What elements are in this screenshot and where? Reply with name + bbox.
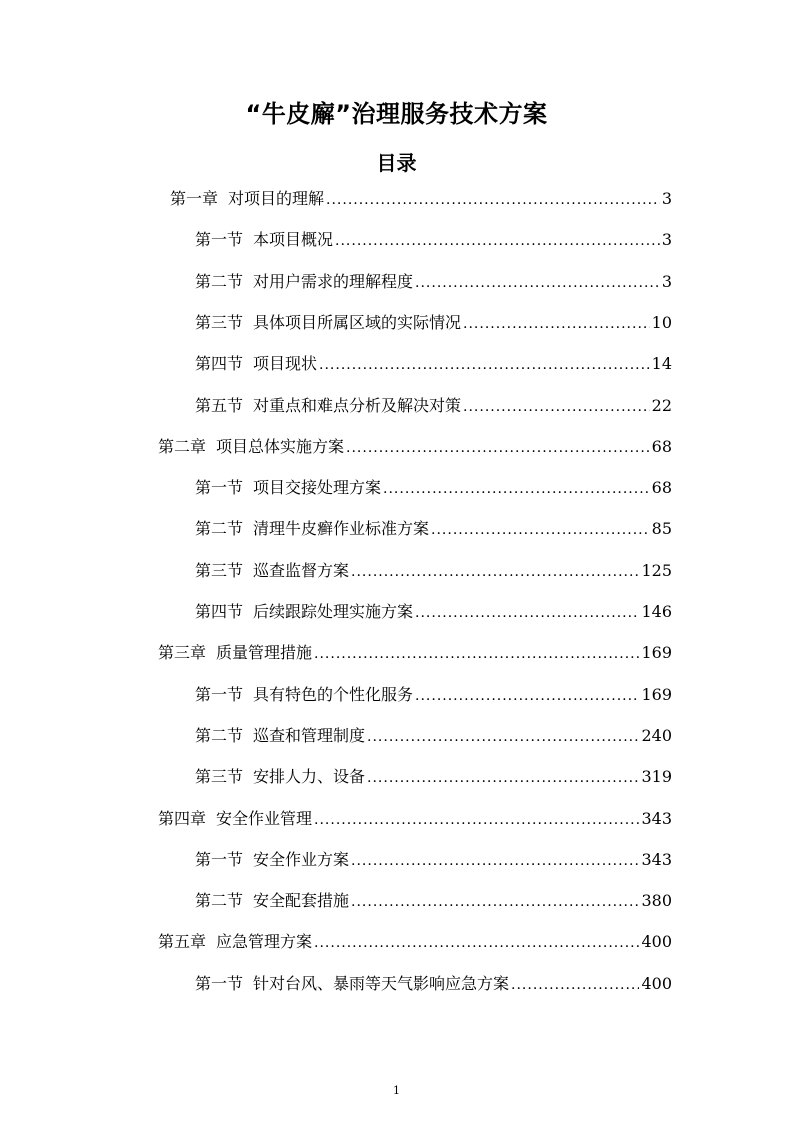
toc-entry-label: 项目现状 <box>253 354 318 374</box>
toc-entry-page: 380 <box>641 891 672 911</box>
toc-section-entry[interactable] <box>195 559 672 583</box>
toc-entry-number: 第一节 <box>195 684 244 704</box>
toc-entry-number: 第五章 <box>158 932 207 952</box>
toc-leader-dots <box>415 270 660 295</box>
toc-section-entry[interactable] <box>195 311 672 335</box>
toc-entry-page: 125 <box>641 560 672 580</box>
toc-entry-page: 169 <box>641 643 672 663</box>
toc-entry-page: 319 <box>641 767 672 787</box>
toc-entry-number: 第一节 <box>195 478 244 498</box>
toc-chapter-entry[interactable] <box>170 187 672 211</box>
toc-section-entry[interactable] <box>195 270 672 294</box>
toc-entry-label: 针对台风、暴雨等天气影响应急方案 <box>253 973 510 993</box>
toc-entry-page: 3 <box>661 230 672 250</box>
toc-section-entry[interactable] <box>195 352 672 376</box>
toc-entry-label: 项目总体实施方案 <box>216 436 345 456</box>
toc-entry-number: 第三节 <box>195 312 244 332</box>
toc-heading: 目录 <box>376 151 417 175</box>
toc-entry-number: 第二章 <box>158 436 207 456</box>
toc-entry-label: 对重点和难点分析及解决对策 <box>253 395 462 415</box>
toc-entry-number: 第四节 <box>195 602 244 621</box>
toc-entry-number: 第一节 <box>195 230 244 250</box>
toc-entry-label: 对用户需求的理解程度 <box>253 271 414 291</box>
toc-entry-page: 343 <box>641 849 672 869</box>
toc-entry-page: 3 <box>661 189 672 208</box>
toc-entry-page: 343 <box>641 808 672 828</box>
toc-entry-label: 安全配套措施 <box>253 891 350 911</box>
toc-leader-dots <box>346 435 650 460</box>
toc-entry-label: 应急管理方案 <box>216 932 313 952</box>
toc-entry-number: 第四章 <box>158 808 207 828</box>
toc-entry-label: 后续跟踪处理实施方案 <box>253 602 414 621</box>
toc-entry-label: 安全作业方案 <box>253 849 350 869</box>
toc-entry-label: 清理牛皮癣作业标准方案 <box>253 519 430 539</box>
toc-chapter-entry[interactable] <box>158 435 672 459</box>
toc-entry-label: 巡查监督方案 <box>253 560 350 580</box>
toc-entry-label: 质量管理措施 <box>216 643 313 663</box>
toc-entry-number: 第一节 <box>195 849 244 869</box>
toc-leader-dots <box>326 187 660 212</box>
toc-leader-dots <box>351 889 639 914</box>
toc-leader-dots <box>463 394 650 419</box>
toc-section-entry[interactable] <box>195 724 672 748</box>
toc-entry-page: 146 <box>641 602 672 621</box>
toc-entry-label: 安排人力、设备 <box>253 767 366 787</box>
page-number: 1 <box>393 1084 400 1097</box>
toc-leader-dots <box>511 972 639 997</box>
toc-entry-number: 第二节 <box>195 519 244 539</box>
toc-entry-number: 第二节 <box>195 891 244 911</box>
toc-entry-label: 具有特色的个性化服务 <box>253 684 414 704</box>
toc-section-entry[interactable] <box>195 600 672 624</box>
toc-leader-dots <box>319 352 650 377</box>
toc-entry-number: 第三节 <box>195 560 244 580</box>
toc-entry-number: 第三章 <box>158 643 207 663</box>
toc-entry-page: 400 <box>641 973 672 993</box>
toc-entry-page: 22 <box>651 395 672 415</box>
toc-section-entry[interactable] <box>195 765 672 789</box>
toc-leader-dots <box>351 848 639 873</box>
toc-entry-number: 第四节 <box>195 354 244 374</box>
toc-leader-dots <box>314 807 639 832</box>
toc-chapter-entry[interactable] <box>158 807 672 831</box>
toc-leader-dots <box>314 641 639 666</box>
toc-chapter-entry[interactable] <box>158 930 672 954</box>
toc-entry-label: 本项目概况 <box>253 230 334 250</box>
toc-section-entry[interactable] <box>195 228 672 252</box>
toc-entry-number: 第一节 <box>195 973 244 993</box>
page-title: “牛皮廨”治理服务技术方案 <box>245 100 548 128</box>
toc-entry-number: 第一章 <box>170 189 219 208</box>
toc-entry-page: 10 <box>651 312 672 332</box>
toc-entry-page: 85 <box>651 519 672 539</box>
toc-leader-dots <box>314 930 639 955</box>
toc-section-entry[interactable] <box>195 889 672 913</box>
toc-entry-label: 对项目的理解 <box>228 189 325 208</box>
toc-section-entry[interactable] <box>195 972 672 996</box>
toc-leader-dots <box>431 517 650 542</box>
toc-leader-dots <box>367 724 639 749</box>
toc-entry-label: 巡查和管理制度 <box>253 725 366 745</box>
toc-section-entry[interactable] <box>195 476 672 500</box>
toc-entry-page: 14 <box>651 354 672 374</box>
toc-entry-page: 68 <box>651 436 672 456</box>
toc-leader-dots <box>415 600 639 625</box>
toc-section-entry[interactable] <box>195 394 672 418</box>
toc-section-entry[interactable] <box>195 848 672 872</box>
toc-entry-page: 3 <box>661 271 672 291</box>
toc-entry-number: 第五节 <box>195 395 244 415</box>
toc-chapter-entry[interactable] <box>158 641 672 665</box>
toc-leader-dots <box>335 228 660 253</box>
toc-entry-page: 400 <box>641 932 672 952</box>
toc-entry-page: 240 <box>641 725 672 745</box>
toc-leader-dots <box>383 476 650 501</box>
toc-entry-number: 第二节 <box>195 725 244 745</box>
toc-entry-label: 项目交接处理方案 <box>253 478 382 498</box>
toc-entry-number: 第三节 <box>195 767 244 787</box>
toc-leader-dots <box>415 683 639 708</box>
toc-section-entry[interactable] <box>195 517 672 541</box>
toc-section-entry[interactable] <box>195 683 672 707</box>
toc-leader-dots <box>463 311 650 336</box>
toc-entry-page: 169 <box>641 684 672 704</box>
toc-entry-number: 第二节 <box>195 271 244 291</box>
toc-leader-dots <box>367 765 639 790</box>
toc-entry-label: 具体项目所属区域的实际情况 <box>253 312 462 332</box>
toc-entry-label: 安全作业管理 <box>216 808 313 828</box>
toc-leader-dots <box>351 559 639 584</box>
toc-entry-page: 68 <box>651 478 672 498</box>
